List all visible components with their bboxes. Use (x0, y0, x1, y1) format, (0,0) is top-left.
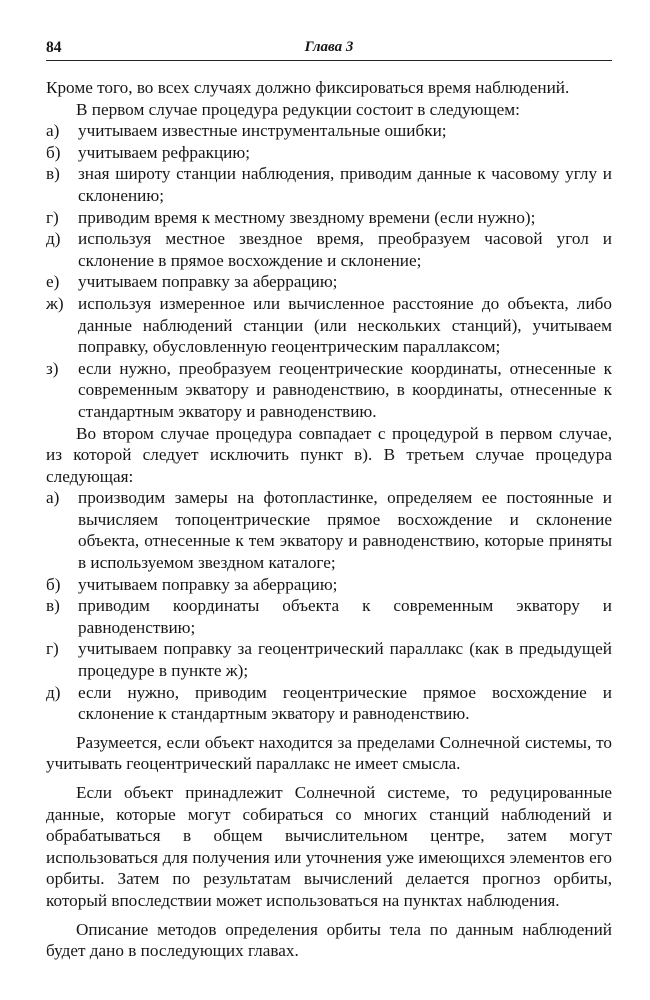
list-item-text: приводим время к местному звездному времени (если нужно); (78, 207, 536, 227)
list-item-marker: д) (46, 229, 61, 249)
list-item-text: если нужно, приводим геоцентрические прямое восхождение и склонение к стандартным экватору и равноденствию. (78, 682, 612, 724)
list-item-marker: д) (46, 682, 61, 702)
list-item (46, 120, 612, 142)
list-item-marker: а) (46, 488, 60, 508)
list-item (46, 293, 612, 358)
list-item-text: приводим координаты объекта к современным экватору и равноденствию; (78, 596, 612, 637)
list-item-text: учитываем рефракцию; (78, 142, 250, 162)
list-item-text: используя измеренное или вычисленное расстояние до объекта, либо данные наблюдений станции (или нескольких станций), учитываем поправку, обусловленную геоцентрическим параллаксом; (78, 293, 612, 357)
list-item-text: используя местное звездное время, преобразуем часовой угол и склонение в прямое восхождение и склонение; (78, 229, 612, 270)
list-item-marker: б) (46, 574, 61, 594)
list-item (46, 142, 612, 164)
list-item (46, 163, 612, 206)
list-item (46, 638, 612, 681)
paragraph: Кроме того, во всех случаях должно фиксироваться время наблюдений. (46, 78, 570, 97)
list-item-text: учитываем поправку за аберрацию; (78, 272, 338, 292)
paragraph: В первом случае процедура редукции состоит в следующем: (76, 99, 520, 119)
book-page (46, 36, 612, 962)
paragraph: Если объект принадлежит Солнечной системе, то редуцированные данные, которые могут собираться со многих станций наблюдений и обрабатываться в общем вычислительном центре, затем могут использоваться для получения или уточнения уже имеющихся элементов его орбиты. Затем по результатам вычислений делается прогноз орбиты, который впоследствии может использоваться на пунктах наблюдения. (46, 783, 612, 910)
list-item-text: зная широту станции наблюдения, приводим данные к часовому углу и склонению; (78, 164, 612, 205)
page-body (46, 77, 612, 962)
list-item (46, 271, 612, 293)
page-number: 84 (46, 39, 62, 56)
list-item-marker: е) (46, 272, 60, 292)
list-item-marker: з) (46, 358, 59, 378)
list-item (46, 574, 612, 596)
list-item-marker: в) (46, 164, 60, 184)
list-item-marker: а) (46, 121, 60, 141)
list-item (46, 358, 612, 423)
list-item-text: если нужно, преобразуем геоцентрические координаты, отнесенные к современным экватору и равноденствию, в координаты, отнесенные к стандартным экватору и равноденствию. (78, 358, 612, 421)
list-item-text: учитываем известные инструментальные ошибки; (78, 121, 447, 141)
list-item-text: производим замеры на фотопластинке, определяем ее постоянные и вычисляем топоцентрические прямое восхождение и склонение объекта, отнесенные к тем экватору и равноденствию, которые приняты в используемом звездном каталоге; (78, 488, 612, 573)
list-item-marker: г) (46, 207, 59, 227)
list-item (46, 228, 612, 271)
list-item (46, 682, 612, 725)
paragraph: Во втором случае процедура совпадает с процедурой в первом случае, из которой следует исключить пункт в). В третьем случае процедура следующая: (46, 423, 612, 486)
list-item (46, 207, 612, 229)
list-item-marker: в) (46, 596, 60, 616)
list-item (46, 487, 612, 573)
list-item-text: учитываем поправку за геоцентрический параллакс (как в предыдущей процедуре в пункте ж); (78, 639, 612, 681)
list-item-marker: г) (46, 639, 59, 659)
running-title: Глава 3 (304, 39, 354, 55)
list-item (46, 595, 612, 638)
paragraph: Разумеется, если объект находится за пределами Солнечной системы, то учитывать геоцентрический параллакс не имеет смысла. (46, 732, 612, 774)
list-item-text: учитываем поправку за аберрацию; (78, 574, 338, 594)
page-header (46, 36, 612, 61)
paragraph: Описание методов определения орбиты тела по данным наблюдений будет дано в последующих главах. (46, 919, 612, 961)
list-item-marker: б) (46, 142, 61, 162)
list-item-marker: ж) (46, 293, 64, 313)
